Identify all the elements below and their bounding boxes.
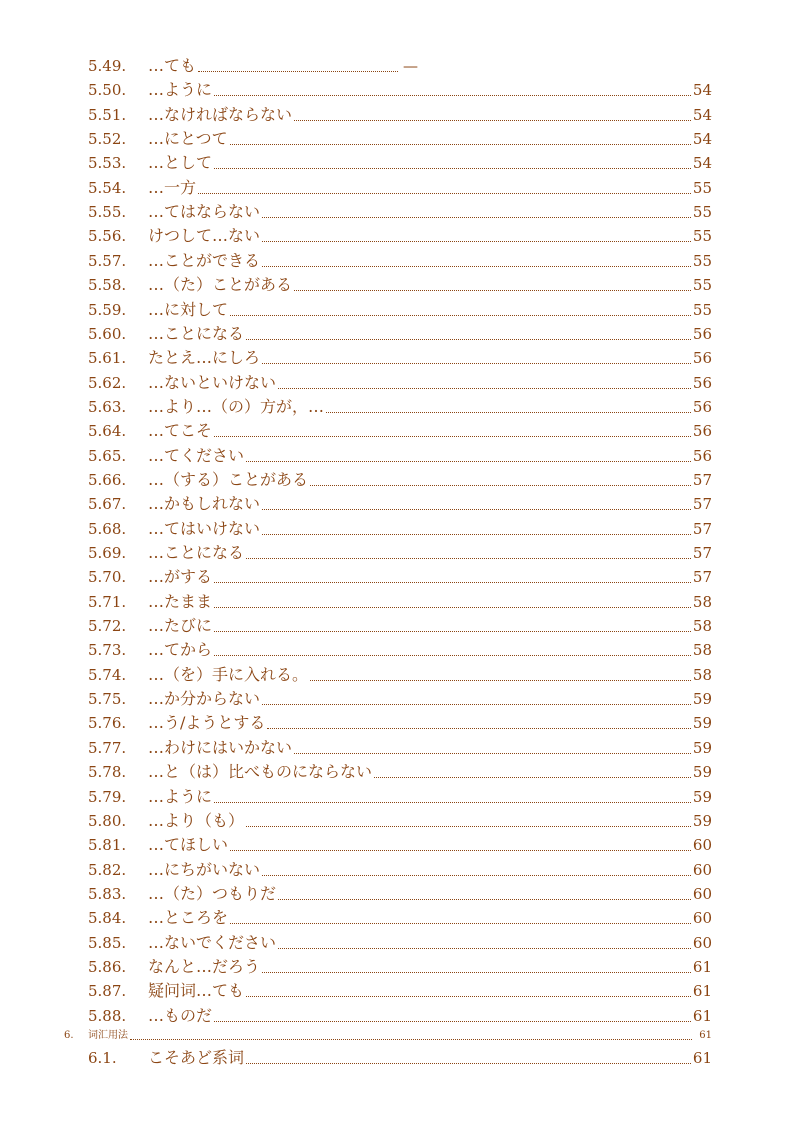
dot-leader xyxy=(294,752,691,754)
dot-leader xyxy=(262,533,691,535)
toc-entry-page: 57 xyxy=(692,471,712,489)
toc-entry[interactable] xyxy=(88,76,712,100)
toc-entry-page: 60 xyxy=(692,909,712,927)
toc-entry-page: 54 xyxy=(692,106,712,124)
dot-leader xyxy=(262,703,691,705)
toc-entry-title: …わけにはいかない xyxy=(148,738,293,757)
toc-entry[interactable] xyxy=(88,149,712,173)
toc-entry-number: 5.88. xyxy=(88,1007,127,1025)
toc-entry-number: 5.58. xyxy=(88,276,127,294)
dot-leader xyxy=(262,508,691,510)
toc-entry-title: …ことができる xyxy=(148,251,261,270)
toc-entry-page: 55 xyxy=(692,276,712,294)
toc-entry[interactable] xyxy=(88,612,712,636)
toc-entry-number: 5.56. xyxy=(88,227,127,245)
toc-entry[interactable] xyxy=(88,271,712,295)
toc-entry-number: 5.52. xyxy=(88,130,127,148)
toc-entry-number: 5.54. xyxy=(88,179,127,197)
toc-entry-number: 5.63. xyxy=(88,398,127,416)
toc-entry-page: 60 xyxy=(692,836,712,854)
toc-entry[interactable] xyxy=(88,661,712,685)
dot-leader xyxy=(246,825,691,827)
toc-entry-number: 5.79. xyxy=(88,788,127,806)
toc-entry[interactable] xyxy=(88,174,712,198)
toc-entry[interactable] xyxy=(88,734,712,758)
toc-entry-page: 56 xyxy=(692,374,712,392)
toc-entry-page: 56 xyxy=(692,422,712,440)
toc-entry[interactable] xyxy=(88,1002,712,1026)
dot-leader xyxy=(262,874,691,876)
toc-entry-title: …なければならない xyxy=(148,105,293,124)
dot-leader xyxy=(198,192,691,194)
dot-leader xyxy=(246,338,691,340)
toc-entry[interactable] xyxy=(88,101,712,125)
toc-entry-title: …てほしい xyxy=(148,835,229,854)
dot-leader xyxy=(130,1038,692,1040)
dot-leader xyxy=(230,143,691,145)
toc-entry-title: …てから xyxy=(148,640,213,659)
toc-entry-page: 61 xyxy=(692,1049,712,1067)
toc-entry-number: 5.66. xyxy=(88,471,127,489)
toc-entry[interactable] xyxy=(88,393,712,417)
toc-entry-page: 58 xyxy=(692,593,712,611)
toc-entry[interactable] xyxy=(88,758,712,782)
toc-entry-title: …ように xyxy=(148,787,213,806)
toc-entry[interactable] xyxy=(88,515,712,539)
toc-entry-number: 5.81. xyxy=(88,836,127,854)
toc-entry-number: 5.51. xyxy=(88,106,127,124)
dot-leader xyxy=(262,362,691,364)
toc-entry-title: けつして…ない xyxy=(148,226,261,245)
toc-chapter-heading[interactable] xyxy=(64,1026,712,1042)
toc-entry-page: 58 xyxy=(692,641,712,659)
toc-entry-title: …たびに xyxy=(148,616,213,635)
toc-entry-number: 5.60. xyxy=(88,325,127,343)
toc-entry-title: …か分からない xyxy=(148,689,261,708)
toc-entry-page: 59 xyxy=(692,739,712,757)
toc-entry-page: 61 xyxy=(692,958,712,976)
toc-entry-number: 5.71. xyxy=(88,593,127,611)
toc-entry-page: 54 xyxy=(692,130,712,148)
dot-leader xyxy=(310,679,691,681)
toc-entry-page: 55 xyxy=(692,179,712,197)
toc-entry-title: …たまま xyxy=(148,592,213,611)
toc-entry[interactable] xyxy=(88,709,712,733)
toc-entry[interactable] xyxy=(88,588,712,612)
toc-entry-number: 5.64. xyxy=(88,422,127,440)
toc-entry-page: 56 xyxy=(692,349,712,367)
toc-entry-title: …ても xyxy=(148,56,197,75)
dot-leader xyxy=(214,801,691,803)
dot-leader xyxy=(262,265,691,267)
toc-entry-page: 60 xyxy=(692,861,712,879)
toc-entry-number: 5.53. xyxy=(88,154,127,172)
dot-leader xyxy=(246,995,691,997)
dot-leader xyxy=(267,727,691,729)
dot-leader xyxy=(278,387,691,389)
toc-entry-page: 57 xyxy=(692,495,712,513)
toc-entry[interactable] xyxy=(88,1044,712,1068)
toc-entry-number: 5.80. xyxy=(88,812,127,830)
toc-entry-page: 59 xyxy=(692,714,712,732)
toc-entry[interactable] xyxy=(88,783,712,807)
toc-entry-title: …にちがいない xyxy=(148,860,261,879)
toc-entry-title: …に対して xyxy=(148,300,229,319)
toc-entry-page: 59 xyxy=(692,812,712,830)
toc-entry-number: 5.78. xyxy=(88,763,127,781)
toc-entry-note: — xyxy=(403,57,419,75)
dot-leader xyxy=(294,289,691,291)
toc-entry-page: 56 xyxy=(692,398,712,416)
toc-entry-page: 61 xyxy=(692,982,712,1000)
toc-entry-title: …てこそ xyxy=(148,421,213,440)
toc-entry-page: 60 xyxy=(692,934,712,952)
toc-entry-title: …（た）ことがある xyxy=(148,275,293,294)
toc-entry-title: …にとつて xyxy=(148,129,228,148)
dot-leader xyxy=(278,947,691,949)
toc-entry-title: …（た）つもりだ xyxy=(148,884,277,903)
toc-entry-title: …う/ようとする xyxy=(148,713,266,732)
toc-entry[interactable] xyxy=(88,977,712,1001)
toc-entry-title: …ことになる xyxy=(148,324,245,343)
dot-leader xyxy=(214,167,691,169)
toc-entry-number: 5.62. xyxy=(88,374,127,392)
toc-entry[interactable] xyxy=(88,880,712,904)
toc-entry[interactable] xyxy=(88,953,712,977)
dot-leader xyxy=(214,435,691,437)
toc-entry-title: なんと…だろう xyxy=(148,957,261,976)
toc-entry[interactable] xyxy=(88,247,712,271)
dot-leader xyxy=(246,1062,691,1064)
dot-leader xyxy=(262,216,691,218)
dot-leader xyxy=(230,922,691,924)
toc-entry-title: …がする xyxy=(148,567,213,586)
toc-entry-title: …ないでください xyxy=(148,933,277,952)
toc-entry-title: …てください xyxy=(148,446,245,465)
dot-leader xyxy=(246,460,691,462)
toc-entry-number: 5.77. xyxy=(88,739,127,757)
dot-leader xyxy=(246,557,691,559)
toc-entry[interactable] xyxy=(88,831,712,855)
toc-entry-title: …と（は）比べものにならない xyxy=(148,762,373,781)
toc-entry[interactable] xyxy=(88,198,712,222)
toc-entry-page: 59 xyxy=(692,788,712,806)
toc-entry-number: 5.67. xyxy=(88,495,127,513)
toc-entry-number: 5.49. xyxy=(88,57,127,75)
toc-entry[interactable] xyxy=(88,296,712,320)
toc-entry[interactable] xyxy=(88,929,712,953)
toc-entry[interactable] xyxy=(88,685,712,709)
dot-leader xyxy=(310,484,691,486)
dot-leader xyxy=(214,654,691,656)
toc-entry[interactable] xyxy=(88,320,712,344)
dot-leader xyxy=(214,1020,691,1022)
toc-entry-page: 56 xyxy=(692,447,712,465)
toc-entry-number: 5.68. xyxy=(88,520,127,538)
dot-leader xyxy=(214,94,691,96)
toc-entry-number: 5.50. xyxy=(88,81,127,99)
toc-entry-number: 5.75. xyxy=(88,690,127,708)
dot-leader xyxy=(262,971,691,973)
toc-entry-page: 56 xyxy=(692,325,712,343)
toc-entry-number: 5.83. xyxy=(88,885,127,903)
dot-leader xyxy=(294,119,691,121)
toc-entry-number: 5.65. xyxy=(88,447,127,465)
toc-entry-page: 55 xyxy=(692,227,712,245)
toc-entry[interactable] xyxy=(88,539,712,563)
toc-entry[interactable] xyxy=(88,417,712,441)
toc-entry-title: …てはいけない xyxy=(148,519,261,538)
toc-entry-page: 59 xyxy=(692,690,712,708)
toc-entry-title: …かもしれない xyxy=(148,494,261,513)
toc-entry-number: 5.87. xyxy=(88,982,127,1000)
toc-entry-title: …ないといけない xyxy=(148,373,277,392)
toc-entry[interactable] xyxy=(88,807,712,831)
toc-entry-page: 58 xyxy=(692,617,712,635)
toc-entry[interactable] xyxy=(88,856,712,880)
toc-entry[interactable] xyxy=(88,369,712,393)
toc-entry-page: 55 xyxy=(692,301,712,319)
toc-entry-number: 5.55. xyxy=(88,203,127,221)
toc-entry-number: 5.76. xyxy=(88,714,127,732)
toc-entry[interactable] xyxy=(88,442,712,466)
dot-leader xyxy=(326,411,691,413)
dot-leader xyxy=(214,606,691,608)
toc-entry-title: …として xyxy=(148,153,213,172)
toc-entry-number: 5.72. xyxy=(88,617,127,635)
toc-entry-number: 5.69. xyxy=(88,544,127,562)
toc-entry-number: 5.57. xyxy=(88,252,127,270)
toc-entry-page: 59 xyxy=(692,763,712,781)
toc-entry-title: こそあど系词 xyxy=(148,1048,245,1067)
toc-entry-page: 60 xyxy=(692,885,712,903)
toc-entry-title: …より（も） xyxy=(148,811,245,830)
toc-entry-number: 5.86. xyxy=(88,958,127,976)
toc-entry-title: …より…（の）方が，… xyxy=(148,397,325,416)
toc-entry-title: …一方 xyxy=(148,178,197,197)
toc-entry-page: 54 xyxy=(692,154,712,172)
toc-entry[interactable] xyxy=(88,466,712,490)
dot-leader xyxy=(374,776,691,778)
toc-entry-number: 5.70. xyxy=(88,568,127,586)
toc-entry-number: 5.61. xyxy=(88,349,127,367)
toc-chapter-page: 61 xyxy=(699,1030,712,1041)
toc-entry-number: 5.84. xyxy=(88,909,127,927)
toc-entry-title: …ように xyxy=(148,80,213,99)
toc-entry[interactable] xyxy=(88,490,712,514)
toc-entry[interactable] xyxy=(88,904,712,928)
toc-entry[interactable] xyxy=(88,636,712,660)
toc-entry-title: …ところを xyxy=(148,908,229,927)
dot-leader xyxy=(198,70,398,72)
toc-entry-title: …ことになる xyxy=(148,543,245,562)
toc-entry-title: …（を）手に入れる。 xyxy=(148,665,309,684)
toc-entry-title: たとえ…にしろ xyxy=(148,348,261,367)
dot-leader xyxy=(214,581,691,583)
toc-entry-page: 54 xyxy=(692,81,712,99)
toc-entry-number: 6.1. xyxy=(88,1049,117,1067)
toc-entry-page: 57 xyxy=(692,568,712,586)
dot-leader xyxy=(230,314,691,316)
dot-leader xyxy=(262,240,691,242)
toc-entry[interactable] xyxy=(88,52,712,76)
toc-entry-title: …（する）ことがある xyxy=(148,470,309,489)
toc-entry[interactable] xyxy=(88,222,712,246)
dot-leader xyxy=(230,849,691,851)
toc-entry[interactable] xyxy=(88,563,712,587)
toc-entry-title: …ものだ xyxy=(148,1006,213,1025)
toc-entry-number: 5.73. xyxy=(88,641,127,659)
toc-entry[interactable] xyxy=(88,125,712,149)
toc-entry[interactable] xyxy=(88,344,712,368)
toc-entry-page: 58 xyxy=(692,666,712,684)
dot-leader xyxy=(278,898,691,900)
toc-entry-title: …てはならない xyxy=(148,202,261,221)
toc-chapter-number: 6. xyxy=(64,1030,74,1041)
toc-entry-page: 57 xyxy=(692,520,712,538)
toc-entry-page: 55 xyxy=(692,203,712,221)
toc-entry-number: 5.82. xyxy=(88,861,127,879)
toc-entry-page: 55 xyxy=(692,252,712,270)
toc-entry-page: 61 xyxy=(692,1007,712,1025)
toc-entry-number: 5.74. xyxy=(88,666,127,684)
toc-entry-page: 57 xyxy=(692,544,712,562)
toc-entry-number: 5.59. xyxy=(88,301,127,319)
toc-entry-title: 疑问词…ても xyxy=(148,981,245,1000)
toc-entry-number: 5.85. xyxy=(88,934,127,952)
toc-chapter-title: 词汇用法 xyxy=(88,1030,128,1041)
dot-leader xyxy=(214,630,691,632)
